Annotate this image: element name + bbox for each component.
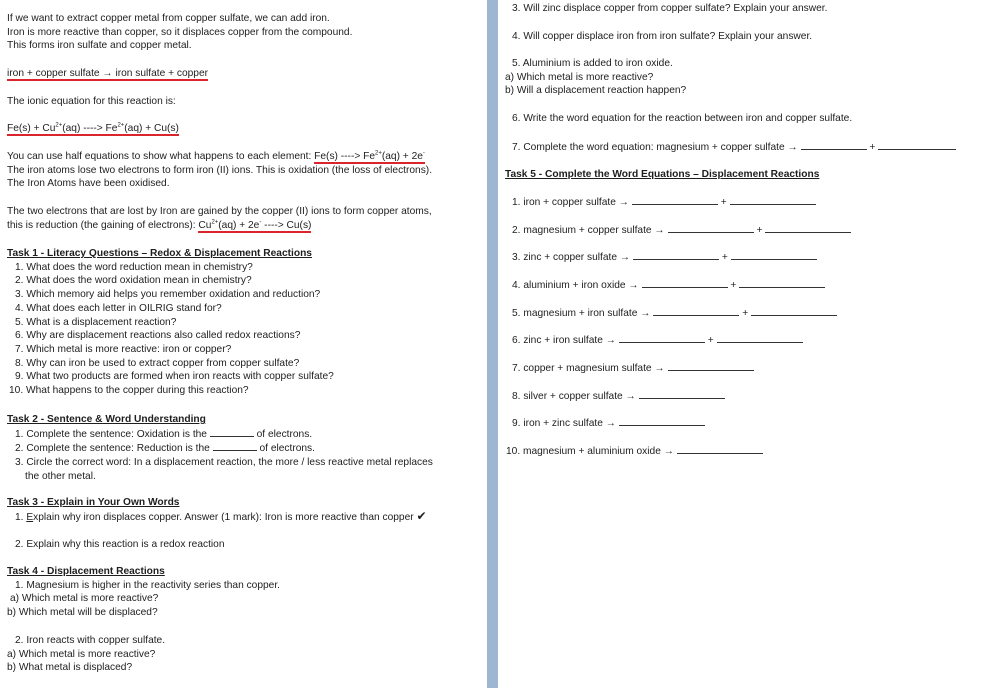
answer-blank[interactable]	[632, 195, 718, 205]
sub-question: a) Which metal is more reactive?	[7, 648, 156, 660]
question-5: 5. Aluminium is added to iron oxide. a) Which metal is more reactive? b) Will a displacement reaction happen?	[505, 58, 687, 97]
list-item: 1. Explain why iron displaces copper. Answer (1 mark): Iron is more reactive than copper ✔	[15, 508, 427, 523]
equation-prompt: 7. copper + magnesium sulfate →	[512, 363, 665, 374]
list-item: 5. What is a displacement reaction?	[15, 316, 177, 328]
equation-prompt: 10. magnesium + aluminium oxide →	[506, 446, 674, 457]
intro-line: If we want to extract copper metal from copper sulfate, we can add iron.	[7, 13, 330, 24]
task5-title: Task 5 - Complete the Word Equations – Displacement Reactions	[505, 169, 820, 180]
task2-title: Task 2 - Sentence & Word Understanding	[7, 414, 206, 425]
list-item: 10. What happens to the copper during this reaction?	[9, 385, 249, 397]
equation-prompt: 9. iron + zinc sulfate →	[512, 418, 616, 429]
list-item: 2. Explain why this reaction is a redox reaction	[15, 539, 225, 551]
answer-blank[interactable]	[210, 427, 254, 437]
question: 3. Will zinc displace copper from copper sulfate? Explain your answer.	[512, 3, 828, 14]
half-equation: Fe(s) ----> $Fe^{2+}(aq) + 2e^-$	[314, 150, 425, 162]
equation-prompt: 4. aluminium + iron oxide →	[512, 280, 639, 291]
list-item: 1. Complete the sentence: Oxidation is the of electrons.	[15, 428, 313, 440]
reduction-paragraph: The two electrons that are lost by Iron are gained by the copper (II) ions to form copper atoms, this is reduction (the gaining of electrons): $Cu^{2+}(aq) + 2e^-$ ----> Cu(s)	[7, 206, 432, 231]
task5-item	[512, 389, 725, 404]
answer-blank[interactable]	[731, 250, 817, 260]
list-item: 3. Which memory aid helps you remember oxidation and reduction?	[15, 289, 321, 301]
task2-section	[7, 413, 433, 484]
sub-question: b) What metal is displaced?	[7, 662, 133, 674]
question: 1. Magnesium is higher in the reactivity series than copper.	[15, 579, 281, 591]
question: 6. Write the word equation for the reaction between iron and copper sulfate.	[512, 113, 853, 124]
task5-item	[512, 306, 837, 321]
task5-item	[512, 195, 816, 210]
question-7: 7. Complete the word equation: magnesium + copper sulfate → +	[512, 140, 956, 155]
plus-sign: +	[719, 252, 731, 263]
answer-blank[interactable]	[653, 306, 739, 316]
word-equation-text: iron + copper sulfate → iron sulfate + copper	[7, 68, 209, 79]
task1-list	[7, 261, 334, 398]
answer-blank[interactable]	[677, 444, 763, 454]
answer-blank[interactable]	[739, 278, 825, 288]
task5-item	[512, 250, 817, 265]
ionic-equation: $Fe(s) + Cu^{2+}(aq)$ ----> $Fe^{2+}(aq) + Cu(s)$	[7, 122, 179, 134]
answer-blank[interactable]	[633, 250, 719, 260]
plus-sign: +	[753, 225, 766, 236]
equation-prompt: 5. magnesium + iron sulfate →	[512, 308, 651, 319]
plus-sign: +	[739, 308, 752, 319]
list-item: 6. Why are displacement reactions also called redox reactions?	[15, 330, 301, 342]
ionic-intro: The ionic equation for this reaction is:	[7, 96, 176, 107]
list-item: 2. What does the word oxidation mean in chemistry?	[15, 275, 252, 287]
plus-sign: +	[869, 142, 876, 153]
sub-question: b) Will a displacement reaction happen?	[505, 85, 687, 97]
half-equation-paragraph	[7, 150, 432, 191]
answer-blank[interactable]	[801, 140, 867, 150]
task3-title: Task 3 - Explain in Your Own Words	[7, 497, 180, 508]
equation-prompt: 6. zinc + iron sulfate →	[512, 335, 616, 346]
list-item: 9. What two products are formed when iron reacts with copper sulfate?	[15, 371, 334, 383]
answer-blank[interactable]	[619, 416, 705, 426]
sub-question: a) Which metal is more reactive?	[10, 593, 159, 605]
intro-paragraph	[7, 12, 352, 53]
task1-section	[7, 247, 334, 398]
answer-blank[interactable]	[751, 306, 837, 316]
half-line: The iron atoms lose two electrons to form iron (II) ions. This is oxidation (the loss of electrons).	[7, 164, 433, 176]
equation-prompt: 1. iron + copper sulfate →	[512, 197, 629, 208]
reduction-equation: $Cu^{2+}(aq) + 2e^-$ ----> Cu(s)	[198, 219, 312, 231]
task5-item	[512, 361, 754, 376]
task4-title: Task 4 - Displacement Reactions	[7, 566, 165, 577]
intro-line: Iron is more reactive than copper, so it displaces copper from the compound.	[7, 26, 353, 38]
list-item: 2. Complete the sentence: Reduction is the of electrons.	[15, 443, 315, 455]
list-item: 3. Circle the correct word: In a displacement reaction, the more / less reactive metal replaces	[15, 457, 433, 469]
right-worksheet-page	[498, 0, 983, 688]
sub-question: b) Which metal will be displaced?	[7, 607, 158, 619]
equation-prompt: 8. silver + copper sulfate →	[512, 391, 636, 402]
answer-blank[interactable]	[668, 223, 754, 233]
intro-line: This forms iron sulfate and copper metal.	[7, 40, 192, 52]
left-worksheet-page	[0, 0, 487, 688]
task5-item	[506, 444, 763, 459]
answer-blank[interactable]	[878, 140, 956, 150]
list-item-continuation: the other metal.	[25, 470, 96, 482]
equation-prompt: 2. magnesium + copper sulfate →	[512, 225, 665, 236]
task5-item	[512, 416, 705, 431]
answer-blank[interactable]	[639, 389, 725, 399]
question: 2. Iron reacts with copper sulfate.	[15, 634, 166, 646]
task3-section	[7, 496, 427, 552]
question: 4. Will copper displace iron from iron sulfate? Explain your answer.	[512, 31, 813, 42]
half-line: The Iron Atoms have been oxidised.	[7, 178, 170, 190]
task1-title: Task 1 - Literacy Questions – Redox & Displacement Reactions	[7, 248, 312, 259]
list-item: 8. Why can iron be used to extract copper from copper sulfate?	[15, 357, 300, 369]
answer-blank[interactable]	[730, 195, 816, 205]
answer-blank[interactable]	[213, 441, 257, 451]
plus-sign: +	[717, 197, 730, 208]
plus-sign: +	[727, 280, 740, 291]
equation-prompt: 3. zinc + copper sulfate →	[512, 252, 631, 263]
half-intro: You can use half equations to show what happens to each element:	[7, 151, 315, 162]
task5-item	[512, 278, 825, 293]
answer-blank[interactable]	[765, 223, 851, 233]
list-item: 1. What does the word reduction mean in chemistry?	[15, 261, 253, 273]
task4-section	[7, 565, 280, 675]
task5-item	[512, 333, 803, 348]
answer-blank[interactable]	[668, 361, 754, 371]
list-item: 4. What does each letter in OILRIG stand for?	[15, 302, 222, 314]
sub-question: a) Which metal is more reactive?	[505, 71, 654, 83]
check-mark-icon: ✔	[416, 508, 427, 523]
answer-blank[interactable]	[717, 333, 803, 343]
word-equation	[7, 67, 208, 81]
task5-item	[512, 223, 851, 238]
answer-blank[interactable]	[642, 278, 728, 288]
answer-blank[interactable]	[619, 333, 705, 343]
list-item: 7. Which metal is more reactive: iron or copper?	[15, 343, 232, 355]
page-divider	[487, 0, 498, 688]
plus-sign: +	[704, 335, 717, 346]
